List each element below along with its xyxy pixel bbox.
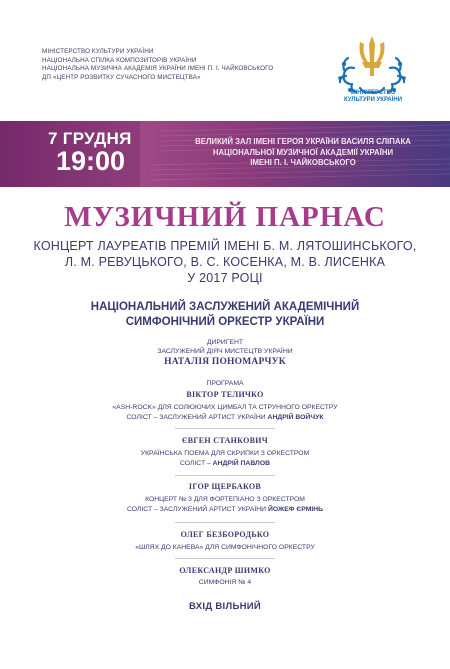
divider	[175, 558, 275, 559]
orchestra-line-2: СИМФОНІЧНИЙ ОРКЕСТР УКРАЇНИ	[125, 316, 325, 328]
concert-subtitle	[30, 238, 420, 286]
soloist-1-prefix: СОЛІСТ – ЗАСЛУЖЕНИЙ АРТИСТ УКРАЇНИ	[126, 414, 266, 421]
organizer-4: ДП «ЦЕНТР РОЗВИТКУ СУЧАСНОГО МИСТЕЦТВА»	[42, 73, 201, 81]
orchestra-name	[30, 300, 420, 330]
conductor-label: ДИРИГЕНТ	[206, 339, 244, 346]
venue-line-3: ІМЕНІ П. І. ЧАЙКОВСЬКОГО	[250, 158, 356, 167]
composer-2: ЄВГЕН СТАНКОВИЧ	[182, 436, 268, 445]
orchestra-line-1: НАЦІОНАЛЬНИЙ ЗАСЛУЖЕНИЙ АКАДЕМІЧНИЙ	[90, 301, 360, 313]
organizer-1: МІНІСТЕРСТВО КУЛЬТУРИ УКРАЇНИ	[42, 48, 154, 55]
soloist-2	[0, 460, 450, 467]
divider	[175, 475, 275, 476]
divider	[175, 522, 275, 523]
venue-line-1: ВЕЛИКИЙ ЗАЛ ІМЕНІ ГЕРОЯ УКРАЇНИ ВАСИЛЯ СЛІПАКА	[195, 137, 411, 146]
composer-4: ОЛЕГ БЕЗБОРОДЬКО	[180, 530, 270, 539]
free-entry: ВХІД ВІЛЬНИЙ	[189, 601, 261, 612]
soloist-2-name: АНДРІЙ ПАВЛОВ	[212, 460, 271, 467]
concert-date: 7 ГРУДНЯ	[48, 129, 132, 148]
soloist-1	[0, 414, 450, 421]
conductor-title: ЗАСЛУЖЕНИЙ ДІЯЧ МИСТЕЦТВ УКРАЇНИ	[157, 348, 293, 355]
soloist-3-name: ЙОЖЕФ ЄРМІНЬ	[267, 506, 324, 513]
work-5: СИМФОНІЯ № 4	[198, 579, 252, 586]
venue-line-2: НАЦІОНАЛЬНОЇ МУЗИЧНОЇ АКАДЕМІЇ УКРАЇНИ	[212, 147, 394, 157]
work-1: «ASH-ROCK» ДЛЯ СОЛЮЮЧИХ ЦИМБАЛ ТА СТРУННОГО ОРКЕСТРУ	[112, 404, 338, 411]
divider	[175, 428, 275, 429]
work-4: «ШЛЯХ ДО КАНЕВА» ДЛЯ СИМФОНІЧНОГО ОРКЕСТРУ	[135, 544, 315, 551]
composer-3: ІГОР ЩЕРБАКОВ	[188, 482, 262, 491]
soloist-3	[0, 506, 450, 513]
emblem-caption-line1: МІНІСТЕРСТВО	[350, 90, 396, 96]
emblem-caption	[338, 90, 408, 104]
concert-time: 19:00	[56, 146, 126, 176]
program-label: ПРОГРАМА	[206, 380, 244, 387]
organizer-2: НАЦІОНАЛЬНА СПІЛКА КОМПОЗИТОРІВ УКРАЇНИ	[42, 56, 197, 64]
emblem-caption-line2: КУЛЬТУРИ УКРАЇНИ	[343, 97, 403, 103]
soloist-1-name: АНДРІЙ ВОЙЧУК	[267, 414, 324, 421]
organizer-3: НАЦІОНАЛЬНА МУЗИЧНА АКАДЕМІЯ УКРАЇНИ ІМЕНІ П. І. ЧАЙКОВСЬКОГО	[42, 65, 274, 73]
work-2: УКРАЇНСЬКА ПОЕМА ДЛЯ СКРИПКИ З ОРКЕСТРОМ	[140, 450, 310, 457]
work-3: КОНЦЕРТ № 3 ДЛЯ ФОРТЕПІАНО З ОРКЕСТРОМ	[145, 496, 305, 503]
composer-1: ВІКТОР ТЕЛИЧКО	[186, 390, 264, 399]
organizers-list	[42, 48, 273, 82]
subtitle-line-1: КОНЦЕРТ ЛАУРЕАТІВ ПРЕМІЙ ІМЕНІ Б. М. ЛЯТОШИНСЬКОГО,	[33, 239, 417, 253]
conductor-name: НАТАЛІЯ ПОНОМАРЧУК	[164, 357, 286, 367]
concert-title: МУЗИЧНИЙ ПАРНАС	[64, 201, 386, 233]
venue-text	[192, 137, 414, 169]
soloist-2-prefix: СОЛІСТ –	[179, 460, 211, 467]
soloist-3-prefix: СОЛІСТ – ЗАСЛУЖЕНИЙ АРТИСТ УКРАЇНИ	[126, 506, 267, 513]
composer-5: ОЛЕКСАНДР ШИМКО	[179, 566, 271, 575]
subtitle-line-2: Л. М. РЕВУЦЬКОГО, В. С. КОСЕНКА, М. В. ЛИСЕНКА	[64, 255, 386, 269]
subtitle-line-3: У 2017 РОЦІ	[187, 271, 263, 285]
